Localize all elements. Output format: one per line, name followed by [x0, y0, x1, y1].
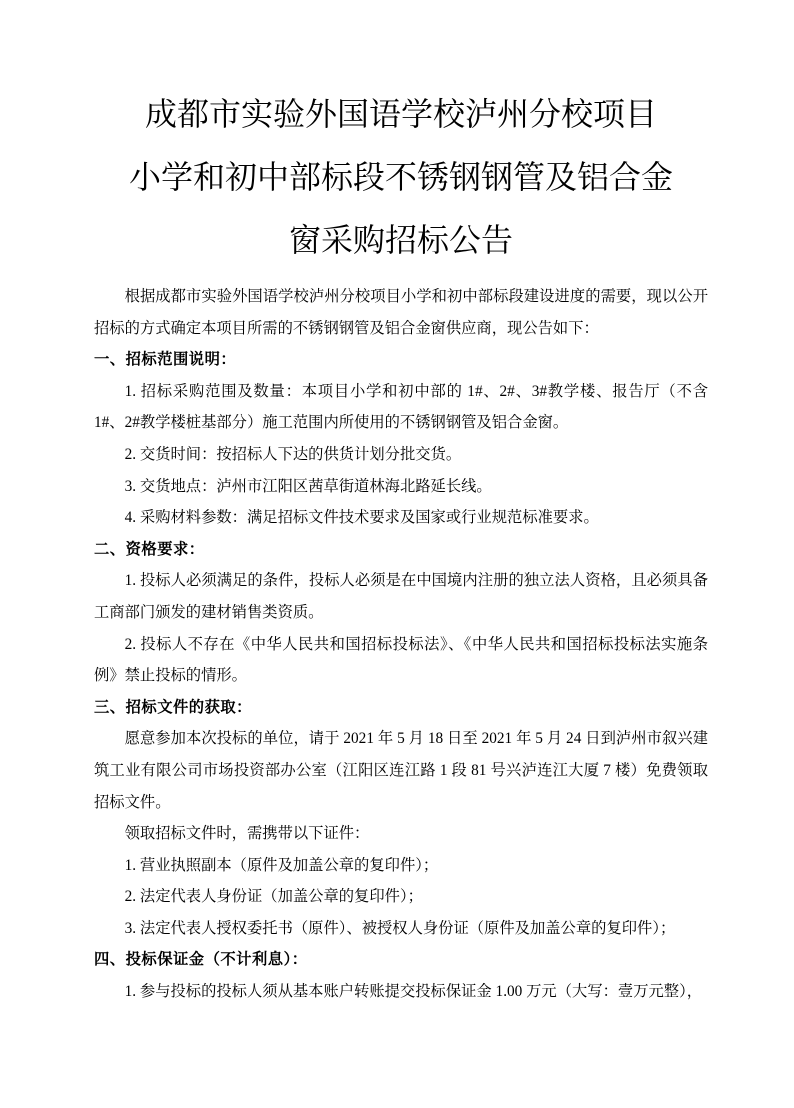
section-3-item-2: 2. 法定代表人身份证（加盖公章的复印件）；	[124, 888, 423, 906]
title-line-2: 小学和初中部标段不锈钢钢管及铝合金	[128, 159, 673, 195]
section-2-item-1: 1. 投标人必须满足的条件，投标人必须是在中国境内注册的独立法人资格，且必须具备工商部门颁发的建材销售类资质。	[94, 572, 708, 621]
section-4-heading: 四、投标保证金（不计利息）：	[94, 951, 308, 969]
document-body	[94, 281, 708, 1008]
section-1-heading: 一、招标范围说明：	[94, 351, 237, 369]
intro-paragraph: 根据成都市实验外国语学校泸州分校项目小学和初中部标段建设进度的需要，现以公开招标的方式确定本项目所需的不锈钢钢管及铝合金窗供应商，现公告如下：	[94, 288, 708, 337]
section-2-item-2: 2. 投标人不存在《中华人民共和国招标投标法》、《中华人民共和国招标投标法实施条例》禁止投标的情形。	[94, 635, 708, 685]
section-1-item-3: 3. 交货地点：泸州市江阳区茜草街道林海北路延长线。	[124, 477, 492, 495]
title-line-1: 成都市实验外国语学校泸州分校项目	[144, 96, 657, 132]
section-1-item-4: 4. 采购材料参数：满足招标文件技术要求及国家或行业规范标准要求。	[124, 509, 599, 527]
document-title	[94, 83, 708, 272]
section-1-item-2: 2. 交货时间：按招标人下达的供货计划分批交货。	[124, 445, 462, 463]
section-4-item-1: 1. 参与投标的投标人须从基本账户转账提交投标保证金 1.00 万元（大写：壹万元整），	[124, 983, 703, 1001]
section-3-item-3: 3. 法定代表人授权委托书（原件）、被授权人身份证（原件及加盖公章的复印件）；	[124, 919, 676, 937]
section-3-item-1: 1. 营业执照副本（原件及加盖公章的复印件）；	[124, 856, 439, 874]
section-3-paragraph-1: 愿意参加本次投标的单位，请于 2021 年 5 月 18 日至 2021 年 5 月 24 日到泸州市叙兴建筑工业有限公司市场投资部办公室（江阳区连江路 1 段 81 号兴泸连江大厦 7 楼）免费领取招标文件。	[94, 730, 708, 811]
section-3-heading: 三、招标文件的获取：	[94, 698, 252, 716]
section-1-item-1: 1. 招标采购范围及数量：本项目小学和初中部的 1#、2#、3#教学楼、报告厅（不含 1#、2#教学楼桩基部分）施工范围内所使用的不锈钢钢管及铝合金窗。	[94, 382, 708, 432]
title-line-3: 窗采购招标公告	[288, 222, 513, 258]
section-3-paragraph-2: 领取招标文件时，需携带以下证件：	[124, 825, 370, 843]
section-2-heading: 二、资格要求：	[94, 540, 205, 558]
